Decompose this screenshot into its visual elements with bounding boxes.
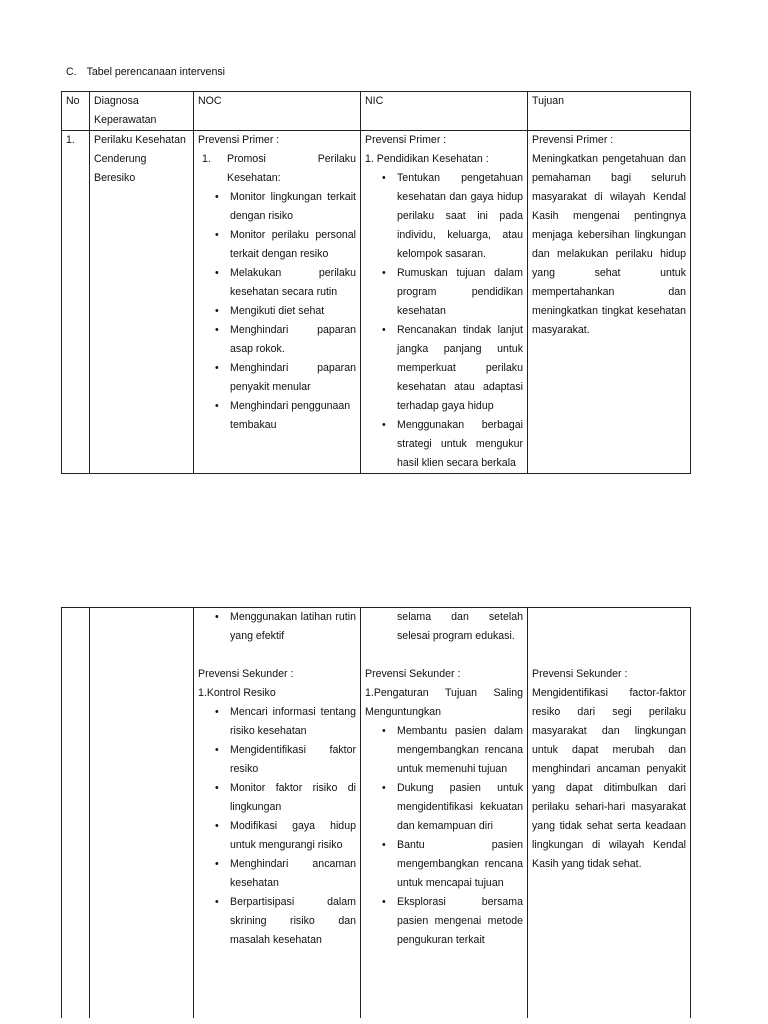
nic-sekunder-title: Prevensi Sekunder : [365,668,461,680]
table-row [62,131,691,474]
list-item: • Mengidentifikasi faktor resiko [230,741,356,779]
noc-primer-subheading: 1. Promosi Perilaku Kesehatan: [202,153,356,184]
noc-primer-title: Prevensi Primer : [198,134,280,146]
cell-tujuan-continued [528,608,691,1019]
list-item: • Modifikasi gaya hidup untuk mengurangi risiko [230,817,356,855]
header-no: No [62,92,90,131]
list-item: • Rumuskan tujuan dalam program pendidikan kesehatan [397,264,523,321]
list-item: • Melakukan perilaku kesehatan secara rutin [230,264,356,302]
cell-no-continued [62,608,90,1019]
nic-sekunder-list [365,722,523,950]
spacer [198,646,356,665]
section-title: Tabel perencanaan intervensi [86,66,225,78]
intervention-table [61,91,691,474]
list-item: • Bantu pasien mengembangkan rencana untuk mencapai tujuan [397,836,523,893]
cell-diagnosa-continued [90,608,194,1019]
list-item: • Menghindari paparan penyakit menular [230,359,356,397]
tujuan-primer-title: Prevensi Primer : [532,134,614,146]
spacer [532,627,686,646]
cell-noc-continued [194,608,361,1019]
tujuan-sekunder-title: Prevensi Sekunder : [532,668,628,680]
noc-sekunder-subheading: 1.Kontrol Resiko [198,687,276,699]
cell-noc-primer [194,131,361,474]
list-item: • Eksplorasi bersama pasien mengenai metode pengukuran terkait [397,893,523,950]
list-item: • Menggunakan latihan rutin yang efektif [230,608,356,646]
noc-sekunder-list [198,703,356,950]
list-item: • Menghindari penggunaan tembakau [230,397,356,435]
list-item: • Mengikuti diet sehat [230,302,356,321]
table-row [62,608,691,1019]
list-item: • Dukung pasien untuk mengidentifikasi kekuatan dan kemampuan diri [397,779,523,836]
list-item: • Monitor perilaku personal terkait dengan resiko [230,226,356,264]
cell-diagnosa: Perilaku Kesehatan Cenderung Beresiko [90,131,194,474]
tujuan-sekunder-text: Mengidentifikasi factor-faktor resiko dari segi perilaku masyarakat dan lingkungan untuk dapat merubah dan menghindari ancaman penyakit yang dapat ditimbulkan dari perilaku sehari-hari masyarakat yang tidak sehat serta keadaan lingkungan di wilayah Kendal Kasih yang tidak sehat. [532,687,686,870]
nic-primer-subheading: 1. Pendidikan Kesehatan : [365,153,489,165]
intervention-table-continued [61,607,691,1018]
header-diagnosa: Diagnosa Keperawatan [90,92,194,131]
noc-primer-list-continued [198,608,356,646]
list-item: • Monitor faktor risiko di lingkungan [230,779,356,817]
nic-sekunder-subheading: 1.Pengaturan Tujuan Saling Menguntungkan [365,687,523,718]
cell-tujuan-primer [528,131,691,474]
nic-primer-list [365,169,523,473]
noc-sekunder-title: Prevensi Sekunder : [198,668,294,680]
header-noc: NOC [194,92,361,131]
header-nic: NIC [361,92,528,131]
header-tujuan: Tujuan [528,92,691,131]
list-item: • Membantu pasien dalam mengembangkan rencana untuk memenuhi tujuan [397,722,523,779]
section-letter: C. [66,66,77,78]
list-item: • Mencari informasi tentang risiko kesehatan [230,703,356,741]
list-item: • Menggunakan berbagai strategi untuk mengukur hasil klien secara berkala [397,416,523,473]
tujuan-primer-text: Meningkatkan pengetahuan dan pemahaman bagi seluruh masyarakat di wilayah Kendal Kasih mengenai pentingnya menjaga kebersihan lingkungan dan melakukan perilaku hidup yang sehat untuk mempertahankan dan meningkatkan tingkat kesehatan masyarakat. [532,153,686,336]
nic-primer-continued-text: selama dan setelah selesai program edukasi. [397,611,523,642]
list-item: • Monitor lingkungan terkait dengan risiko [230,188,356,226]
spacer [365,646,523,665]
list-item: • Tentukan pengetahuan kesehatan dan gaya hidup perilaku saat ini pada individu, keluarga, atau kelompok sasaran. [397,169,523,264]
list-item: • Rencanakan tindak lanjut jangka panjang untuk memperkuat perilaku kesehatan atau adaptasi terhadap gaya hidup [397,321,523,416]
cell-nic-continued [361,608,528,1019]
list-item: • Menghindari ancaman kesehatan [230,855,356,893]
cell-no: 1. [62,131,90,474]
table-header-row [62,92,691,131]
spacer [532,646,686,665]
spacer [532,608,686,627]
list-item: • Berpartisipasi dalam skrining risiko dan masalah kesehatan [230,893,356,950]
noc-primer-list [198,188,356,435]
section-heading [66,63,225,82]
list-item: • Menghindari paparan asap rokok. [230,321,356,359]
nic-primer-title: Prevensi Primer : [365,134,447,146]
cell-nic-primer [361,131,528,474]
